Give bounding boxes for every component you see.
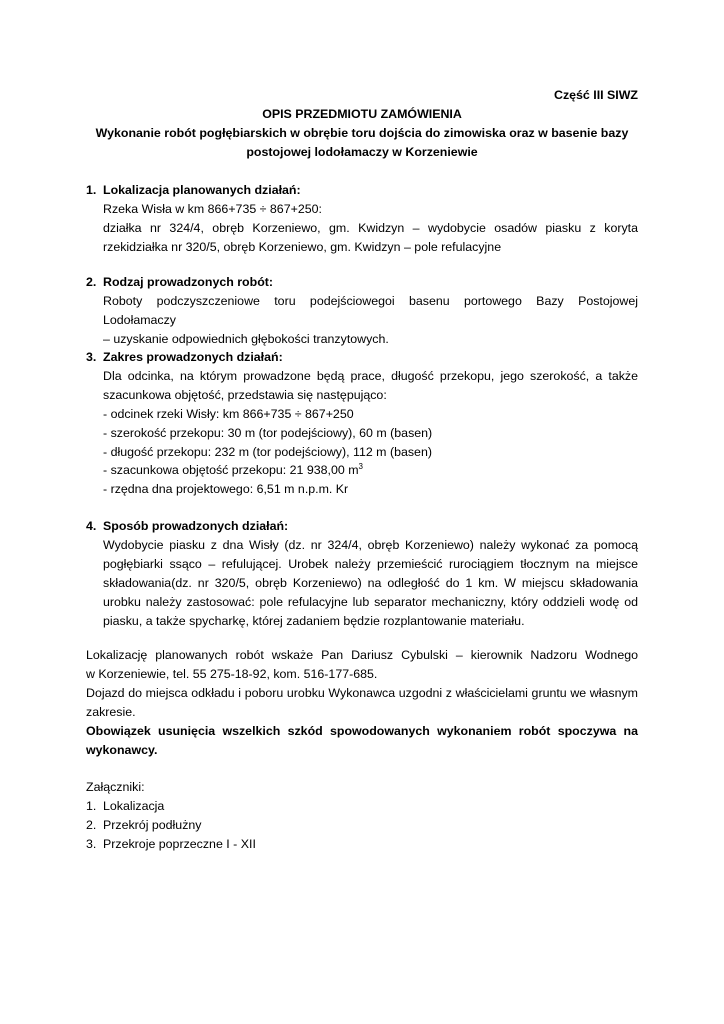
section-4-line: składowania(dz. nr 320/5, obręb Korzeniewo) na odległość do 1 km. W miejscu składowania — [103, 575, 638, 590]
closing-block — [86, 646, 638, 759]
section-3-body — [86, 367, 638, 499]
obligation-line: Obowiązek usunięcia wszelkich szkód spowodowanych wykonaniem robót spoczywa na — [86, 723, 638, 738]
section-3-line: - długość przekopu: 232 m (tor podejściowy), 112 m (basen) — [103, 444, 432, 459]
section-2-line: – uzyskanie odpowiednich głębokości tranzytowych. — [103, 331, 389, 346]
attachment-number: 1. — [86, 798, 97, 813]
attachment-text: Przekroje poprzeczne I - XII — [103, 836, 256, 851]
volume-superscript: 3 — [358, 462, 363, 472]
closing-line: Dojazd do miejsca odkładu i poboru urobku Wykonawca uzgodni z właścicielami gruntu we własnym — [86, 685, 638, 700]
document-subtitle-line-1: Wykonanie robót pogłębiarskich w obrębie toru dojścia do zimowiska oraz w basenie bazy — [95, 126, 629, 140]
section-3-line: - rzędna dna projektowego: 6,51 m n.p.m. Kr — [103, 482, 349, 497]
section-2-heading: Rodzaj prowadzonych robót: — [103, 275, 274, 289]
section-1-number: 1. — [86, 183, 97, 197]
attachment-number: 2. — [86, 817, 97, 832]
section-2-body — [86, 292, 638, 349]
section-4-line: urobku należy zastosować: pole refulacyjne lub separator mechaniczny, który oddzieli wodę od — [103, 594, 638, 609]
attachments-label: Załączniki: — [86, 780, 145, 794]
section-4-line: pogłębiarki ssąco – refulującej. Urobek należy przemieścić rurociągiem tłocznym na miejsce — [103, 556, 638, 571]
section-3 — [86, 348, 638, 499]
obligation-line: wykonawcy. — [86, 742, 158, 757]
section-2-number: 2. — [86, 275, 97, 289]
attachments — [86, 778, 638, 854]
document-subtitle-line-2: postojowej lodołamaczy w Korzeniewie — [246, 145, 478, 159]
section-1-line: rzekidziałka nr 320/5, obręb Korzeniewo, gm. Kwidzyn – pole refulacyjne — [103, 239, 502, 254]
section-4-line: piasku, a także spycharkę, której zadaniem będzie rozplantowanie materiału. — [103, 613, 525, 628]
section-1-line: Rzeka Wisła w km 866+735 ÷ 867+250: — [103, 201, 322, 216]
section-3-line: Dla odcinka, na którym prowadzone będą prace, długość przekopu, jego szerokość, a także — [103, 368, 638, 383]
document-title: OPIS PRZEDMIOTU ZAMÓWIENIA — [262, 107, 462, 121]
section-3-line: szacunkowa objętość, przedstawia się następująco: — [103, 387, 387, 402]
closing-line: w Korzeniewie, tel. 55 275-18-92, kom. 516-177-685. — [86, 666, 378, 681]
attachment-text: Lokalizacja — [103, 798, 165, 813]
volume-text: - szacunkowa objętość przekopu: 21 938,00 m — [103, 463, 359, 478]
attachment-item — [86, 816, 638, 835]
attachment-item — [86, 797, 638, 816]
section-1-title — [86, 181, 638, 200]
closing-line: zakresie. — [86, 704, 136, 719]
section-1 — [86, 181, 638, 257]
section-4-line: Wydobycie piasku z dna Wisły (dz. nr 324/4, obręb Korzeniewo) należy wykonać za pomocą — [103, 537, 638, 552]
attachment-item — [86, 835, 638, 854]
section-3-line: - szerokość przekopu: 30 m (tor podejściowy), 60 m (basen) — [103, 425, 433, 440]
closing-line: Lokalizację planowanych robót wskaże Pan Dariusz Cybulski – kierownik Nadzoru Wodnego — [86, 648, 638, 662]
section-4-body — [86, 536, 638, 631]
section-3-line: - odcinek rzeki Wisły: km 866+735 ÷ 867+250 — [103, 406, 354, 421]
section-4-number: 4. — [86, 519, 97, 533]
attachment-number: 3. — [86, 836, 97, 851]
section-1-body — [86, 200, 638, 257]
section-2-line: Roboty podczyszczeniowe toru podejściowegoi basenu portowego Bazy Postojowej Lodołamaczy — [103, 293, 638, 327]
section-3-heading: Zakres prowadzonych działań: — [103, 350, 283, 364]
section-3-volume-line — [103, 461, 638, 480]
section-4-heading: Sposób prowadzonych działań: — [103, 519, 289, 533]
section-3-title — [86, 348, 638, 367]
section-3-number: 3. — [86, 350, 97, 364]
section-1-line: działka nr 324/4, obręb Korzeniewo, gm. Kwidzyn – wydobycie osadów piasku z koryta — [103, 220, 638, 235]
section-2-title — [86, 273, 638, 292]
section-4-title — [86, 517, 638, 536]
part-label: Część III SIWZ — [554, 88, 638, 102]
section-1-heading: Lokalizacja planowanych działań: — [103, 183, 301, 197]
section-4 — [86, 517, 638, 630]
section-2 — [86, 273, 638, 349]
attachment-text: Przekrój podłużny — [103, 817, 202, 832]
